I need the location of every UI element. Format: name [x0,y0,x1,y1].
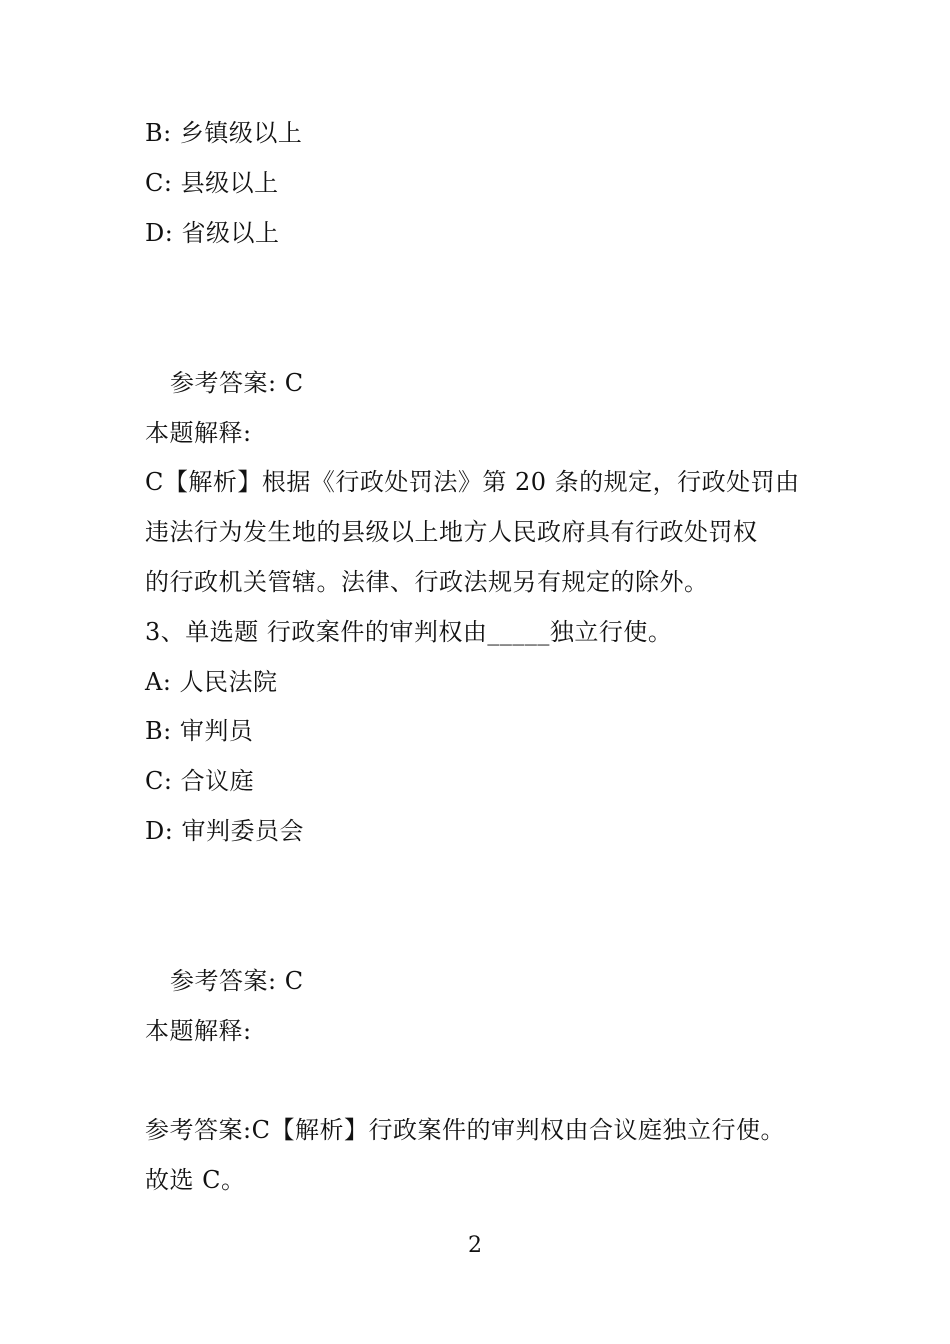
q3-question: 3、单选题 行政案件的审判权由_____独立行使。 [145,618,673,646]
q3-option-d: D: 审判委员会 [145,817,304,845]
q3-option-b: B: 审判员 [145,717,254,745]
q3-explanation-label: 本题解释: [145,1017,252,1045]
q2-answer: 参考答案: C [170,369,304,397]
q2-explanation-label: 本题解释: [145,419,252,447]
q3-option-a: A: 人民法院 [145,668,278,696]
q3-option-c: C: 合议庭 [145,767,255,795]
q2-explanation-line-2: 违法行为发生地的县级以上地方人民政府具有行政处罚权 [145,518,758,546]
q2-explanation-line-3: 的行政机关管辖。法律、行政法规另有规定的除外。 [145,568,709,596]
q3-explanation-line-1: 参考答案:C【解析】行政案件的审判权由合议庭独立行使。 [145,1116,785,1144]
q2-explanation-line-1: C【解析】根据《行政处罚法》第 20 条的规定，行政处罚由 [145,468,800,496]
q2-option-c: C: 县级以上 [145,169,279,197]
q2-option-d: D: 省级以上 [145,219,280,247]
q3-answer: 参考答案: C [170,967,304,995]
q3-explanation-line-2: 故选 C。 [145,1166,246,1194]
q2-option-b: B: 乡镇级以上 [145,119,303,147]
page-number: 2 [468,1233,482,1258]
